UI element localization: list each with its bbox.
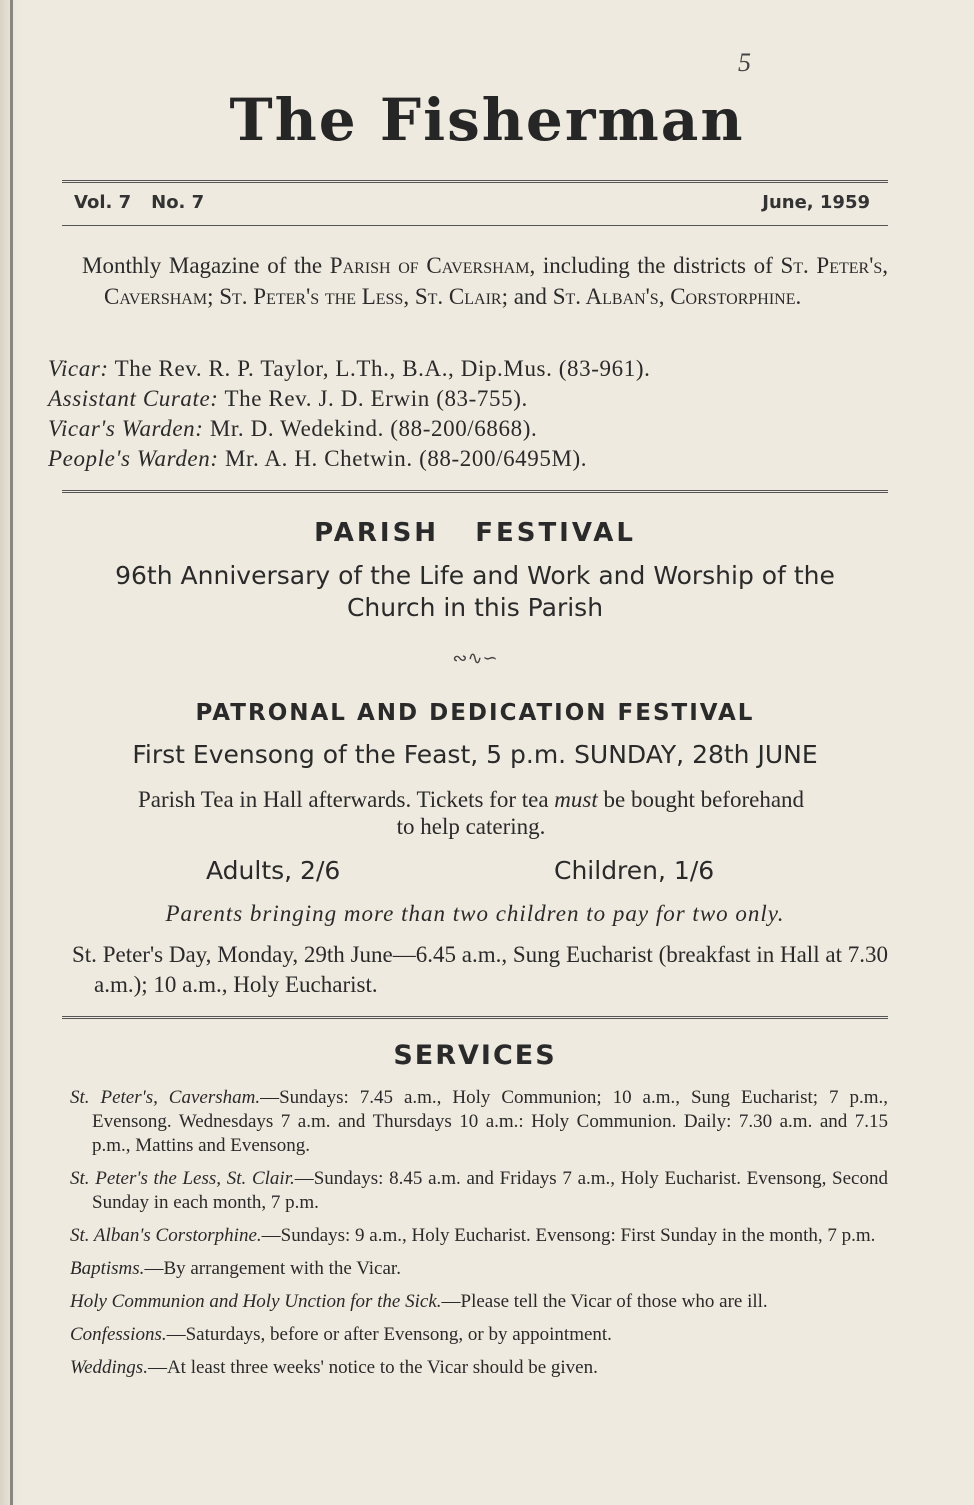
adult-price: Adults, 2/6	[206, 856, 341, 885]
page-number: 5	[738, 48, 751, 77]
ornament-divider: ∾∿∽	[452, 648, 498, 669]
services-list	[52, 1086, 888, 1389]
issue-rule	[62, 225, 888, 226]
issue-date: June, 1959	[762, 192, 870, 213]
officer-peoples-warden: People's Warden: Mr. A. H. Chetwin. (88-200/6495M).	[48, 446, 588, 471]
magazine-description: Monthly Magazine of the Parish of Caversham, including the districts of St. Peter's, Caversham; St. Peter's the Less, St. Clair; and St. Alban's, Corstorphine.	[82, 253, 888, 309]
issue-line	[74, 192, 870, 218]
service-st-albans: St. Alban's Corstorphine.—Sundays: 9 a.m., Holy Eucharist. Evensong: First Sunday in the month, 7 p.m.	[70, 1225, 876, 1246]
section-rule	[62, 490, 888, 493]
service-sick-communion: Holy Communion and Holy Unction for the Sick.—Please tell the Vicar of those who are ill.	[70, 1291, 768, 1312]
masthead-rule	[62, 180, 888, 183]
parish-officers	[48, 354, 650, 474]
service-baptisms: Baptisms.—By arrangement with the Vicar.	[70, 1258, 401, 1279]
festival-subtitle: 96th Anniversary of the Life and Work and Worship of the Church in this Parish	[115, 561, 835, 622]
binding-edge	[10, 0, 13, 1505]
children-price: Children, 1/6	[554, 856, 715, 885]
services-rule	[62, 1016, 888, 1019]
services-heading: SERVICES	[393, 1040, 557, 1071]
st-peters-day: St. Peter's Day, Monday, 29th June—6.45 a.m., Sung Eucharist (breakfast in Hall at 7.30 a.m.); 10 a.m., Holy Eucharist.	[72, 942, 888, 997]
evensong-line: First Evensong of the Feast, 5 p.m. SUNDAY, 28th JUNE	[132, 740, 818, 769]
volume-number: Vol. 7	[74, 192, 132, 213]
service-st-peters-the-less: St. Peter's the Less, St. Clair.—Sundays: 8.45 a.m. and Fridays 7 a.m., Holy Eucharist. Evensong, Second Sunday in each month, 7 p.m.	[70, 1168, 888, 1213]
festival-heading: PARISH FESTIVAL	[314, 518, 636, 548]
officer-vicars-warden: Vicar's Warden: Mr. D. Wedekind. (88-200/6868).	[48, 416, 538, 441]
service-st-peters-caversham: St. Peter's, Caversham.—Sundays: 7.45 a.m., Holy Communion; 10 a.m., Sung Eucharist; 7 p.m., Evensong. Wednesdays 7 a.m. and Thursdays 10 a.m.: Holy Communion. Daily: 7.30 a.m. and 7.15 p.m., Mattins and Evensong.	[70, 1087, 888, 1156]
officer-vicar: Vicar: The Rev. R. P. Taylor, L.Th., B.A., Dip.Mus. (83-961).	[48, 356, 651, 381]
officer-curate: Assistant Curate: The Rev. J. D. Erwin (83-755).	[48, 386, 528, 411]
parish-tea-note: Parish Tea in Hall afterwards. Tickets for tea must be bought beforehand to help catering.	[137, 787, 805, 839]
service-confessions: Confessions.—Saturdays, before or after Evensong, or by appointment.	[70, 1324, 612, 1345]
parents-note: Parents bringing more than two children to pay for two only.	[165, 901, 785, 926]
masthead-title: The Fisherman	[229, 86, 745, 154]
service-weddings: Weddings.—At least three weeks' notice to the Vicar should be given.	[70, 1357, 598, 1378]
patronal-heading: PATRONAL AND DEDICATION FESTIVAL	[195, 700, 755, 726]
issue-number: No. 7	[151, 192, 205, 213]
